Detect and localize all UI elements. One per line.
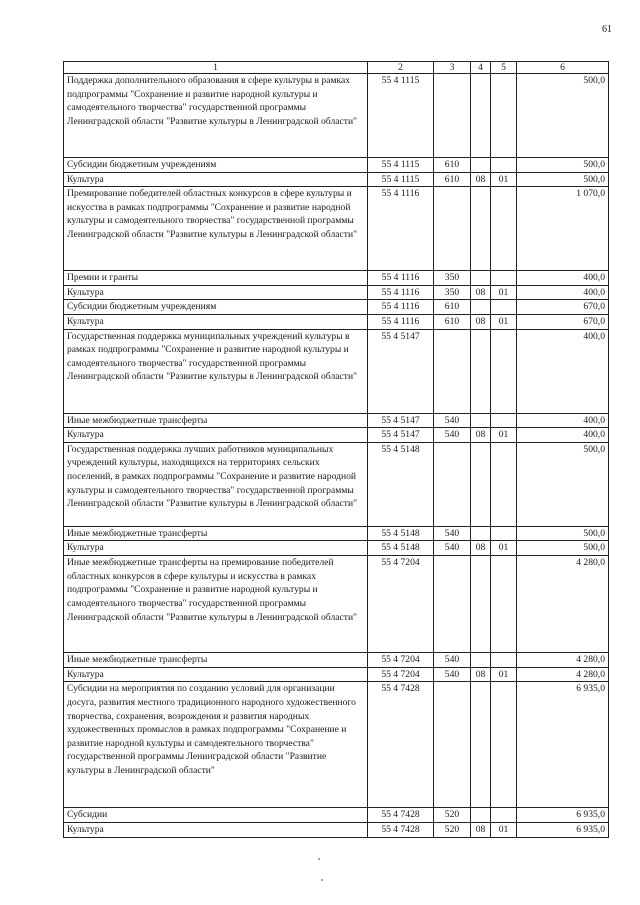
cell-name: Субсидии на мероприятия по созданию условий для организации досуга, развития местного традиционного народного художественного творчества, сохранения, возрождения и развития народных художественных промыслов в рамках подпрограммы "Сохранение и развитие народной культуры и самодеятельного творчества" государственной программы Ленинградской области "Развитие культуры в Ленинградской области" — [64, 682, 368, 808]
cell-vr — [434, 442, 471, 526]
cell-sum: 500,0 — [517, 172, 609, 187]
cell-name: Иные межбюджетные трансферты — [64, 413, 368, 428]
table-row — [64, 541, 609, 556]
cell-name: Субсидии бюджетным учреждениям — [64, 158, 368, 173]
cell-pr: 01 — [491, 428, 517, 443]
table-row — [64, 822, 609, 837]
cell-rz — [471, 442, 491, 526]
cell-pr — [491, 158, 517, 173]
cell-vr: 610 — [434, 315, 471, 330]
cell-sum: 500,0 — [517, 442, 609, 526]
col-header-vr: 3 — [434, 62, 471, 74]
cell-vr: 610 — [434, 300, 471, 315]
table-row — [64, 808, 609, 823]
cell-sum: 6 935,0 — [517, 822, 609, 837]
cell-pr — [491, 808, 517, 823]
table-row — [64, 556, 609, 653]
cell-pr — [491, 442, 517, 526]
cell-vr — [434, 329, 471, 413]
scan-speck — [318, 858, 320, 860]
header-row — [64, 62, 609, 74]
cell-vr — [434, 187, 471, 271]
cell-vr: 610 — [434, 158, 471, 173]
cell-rz — [471, 413, 491, 428]
cell-name: Поддержка дополнительного образования в сфере культуры в рамках подпрограммы "Сохранение и развитие народной культуры и самодеятельного творчества" государственной программы Ленинградской области "Развитие культуры в Ленинградской области" — [64, 74, 368, 158]
cell-vr: 520 — [434, 822, 471, 837]
cell-pr — [491, 413, 517, 428]
cell-vr: 350 — [434, 285, 471, 300]
cell-vr: 540 — [434, 653, 471, 668]
cell-pr — [491, 187, 517, 271]
cell-sum: 500,0 — [517, 526, 609, 541]
cell-csr: 55 4 7204 — [368, 556, 434, 653]
cell-vr: 540 — [434, 413, 471, 428]
cell-csr: 55 4 7204 — [368, 667, 434, 682]
table-row — [64, 667, 609, 682]
cell-name: Культура — [64, 285, 368, 300]
cell-rz — [471, 271, 491, 286]
cell-name: Премирование победителей областных конкурсов в сфере культуры и искусства в рамках подпрограммы "Сохранение и развитие народной культуры и самодеятельного творчества" государственной программы Ленинградской области "Развитие культуры в Ленинградской области" — [64, 187, 368, 271]
table-row — [64, 315, 609, 330]
cell-rz — [471, 808, 491, 823]
cell-pr — [491, 556, 517, 653]
cell-name: Культура — [64, 667, 368, 682]
table-row — [64, 158, 609, 173]
cell-csr: 55 4 5147 — [368, 413, 434, 428]
cell-pr: 01 — [491, 822, 517, 837]
cell-pr: 01 — [491, 285, 517, 300]
cell-csr: 55 4 5147 — [368, 428, 434, 443]
cell-pr: 01 — [491, 172, 517, 187]
cell-sum: 4 280,0 — [517, 653, 609, 668]
cell-csr: 55 4 1115 — [368, 158, 434, 173]
cell-rz — [471, 526, 491, 541]
table-row — [64, 442, 609, 526]
cell-csr: 55 4 5148 — [368, 541, 434, 556]
cell-vr — [434, 74, 471, 158]
cell-name: Культура — [64, 172, 368, 187]
col-header-sum: 6 — [517, 62, 609, 74]
cell-rz: 08 — [471, 428, 491, 443]
table-row — [64, 653, 609, 668]
cell-vr: 610 — [434, 172, 471, 187]
table-row — [64, 428, 609, 443]
cell-csr: 55 4 7204 — [368, 653, 434, 668]
cell-rz: 08 — [471, 541, 491, 556]
cell-name: Культура — [64, 315, 368, 330]
cell-sum: 6 935,0 — [517, 808, 609, 823]
table-row — [64, 285, 609, 300]
budget-table — [63, 61, 609, 838]
col-header-pr: 5 — [491, 62, 517, 74]
page-number: 61 — [602, 24, 612, 35]
cell-sum: 400,0 — [517, 428, 609, 443]
cell-sum: 500,0 — [517, 158, 609, 173]
cell-csr: 55 4 1116 — [368, 300, 434, 315]
cell-csr: 55 4 7428 — [368, 808, 434, 823]
cell-sum: 4 280,0 — [517, 556, 609, 653]
table-row — [64, 682, 609, 808]
scan-speck — [321, 879, 323, 881]
cell-sum: 400,0 — [517, 271, 609, 286]
cell-csr: 55 4 7428 — [368, 682, 434, 808]
cell-sum: 400,0 — [517, 285, 609, 300]
col-header-name: 1 — [64, 62, 368, 74]
col-header-csr: 2 — [368, 62, 434, 74]
cell-name: Культура — [64, 428, 368, 443]
cell-pr: 01 — [491, 667, 517, 682]
cell-name: Культура — [64, 822, 368, 837]
table-row — [64, 300, 609, 315]
table-row — [64, 526, 609, 541]
cell-pr — [491, 526, 517, 541]
cell-rz — [471, 300, 491, 315]
table-row — [64, 413, 609, 428]
cell-name: Иные межбюджетные трансферты — [64, 526, 368, 541]
cell-rz — [471, 556, 491, 653]
cell-csr: 55 4 1116 — [368, 187, 434, 271]
cell-name: Государственная поддержка муниципальных учреждений культуры в рамках подпрограммы "Сохранение и развитие народной культуры и самодеятельного творчества" государственной программы Ленинградской области "Развитие культуры в Ленинградской области" — [64, 329, 368, 413]
cell-sum: 500,0 — [517, 541, 609, 556]
cell-vr: 520 — [434, 808, 471, 823]
cell-vr: 540 — [434, 428, 471, 443]
cell-vr: 540 — [434, 541, 471, 556]
cell-pr — [491, 682, 517, 808]
cell-csr: 55 4 5148 — [368, 442, 434, 526]
cell-pr: 01 — [491, 541, 517, 556]
cell-sum: 6 935,0 — [517, 682, 609, 808]
cell-pr — [491, 74, 517, 158]
cell-rz — [471, 158, 491, 173]
cell-rz — [471, 187, 491, 271]
cell-rz — [471, 329, 491, 413]
cell-pr: 01 — [491, 315, 517, 330]
cell-csr: 55 4 5148 — [368, 526, 434, 541]
cell-rz: 08 — [471, 315, 491, 330]
table-body — [64, 74, 609, 838]
cell-name: Иные межбюджетные трансферты — [64, 653, 368, 668]
cell-rz: 08 — [471, 822, 491, 837]
col-header-rz: 4 — [471, 62, 491, 74]
cell-csr: 55 4 1116 — [368, 315, 434, 330]
cell-rz — [471, 74, 491, 158]
cell-csr: 55 4 1115 — [368, 172, 434, 187]
cell-rz: 08 — [471, 285, 491, 300]
table-row — [64, 187, 609, 271]
cell-vr — [434, 556, 471, 653]
cell-vr: 540 — [434, 667, 471, 682]
cell-rz — [471, 682, 491, 808]
cell-rz: 08 — [471, 667, 491, 682]
cell-csr: 55 4 1115 — [368, 74, 434, 158]
cell-name: Субсидии бюджетным учреждениям — [64, 300, 368, 315]
cell-csr: 55 4 1116 — [368, 271, 434, 286]
cell-vr: 540 — [434, 526, 471, 541]
cell-sum: 1 070,0 — [517, 187, 609, 271]
cell-sum: 400,0 — [517, 413, 609, 428]
cell-sum: 670,0 — [517, 300, 609, 315]
cell-csr: 55 4 5147 — [368, 329, 434, 413]
cell-rz: 08 — [471, 172, 491, 187]
cell-pr — [491, 653, 517, 668]
cell-name: Государственная поддержка лучших работников муниципальных учреждений культуры, находящихся на территориях сельских поселений, в рамках подпрограммы "Сохранение и развитие народной культуры и самодеятельного творчества" государственной программы Ленинградской области "Развитие культуры в Ленинградской области" — [64, 442, 368, 526]
cell-pr — [491, 271, 517, 286]
table-row — [64, 172, 609, 187]
cell-sum: 670,0 — [517, 315, 609, 330]
cell-pr — [491, 300, 517, 315]
cell-csr: 55 4 7428 — [368, 822, 434, 837]
cell-vr — [434, 682, 471, 808]
table-row — [64, 271, 609, 286]
cell-sum: 500,0 — [517, 74, 609, 158]
cell-pr — [491, 329, 517, 413]
cell-name: Премии и гранты — [64, 271, 368, 286]
cell-sum: 400,0 — [517, 329, 609, 413]
cell-vr: 350 — [434, 271, 471, 286]
cell-name: Субсидии — [64, 808, 368, 823]
cell-rz — [471, 653, 491, 668]
cell-sum: 4 280,0 — [517, 667, 609, 682]
cell-name: Иные межбюджетные трансферты на премирование победителей областных конкурсов в сфере культуры и искусства в рамках подпрограммы "Сохранение и развитие народной культуры и самодеятельного творчества" государственной программы Ленинградской области "Развитие культуры в Ленинградской области" — [64, 556, 368, 653]
table-row — [64, 74, 609, 158]
cell-name: Культура — [64, 541, 368, 556]
cell-csr: 55 4 1116 — [368, 285, 434, 300]
table-row — [64, 329, 609, 413]
